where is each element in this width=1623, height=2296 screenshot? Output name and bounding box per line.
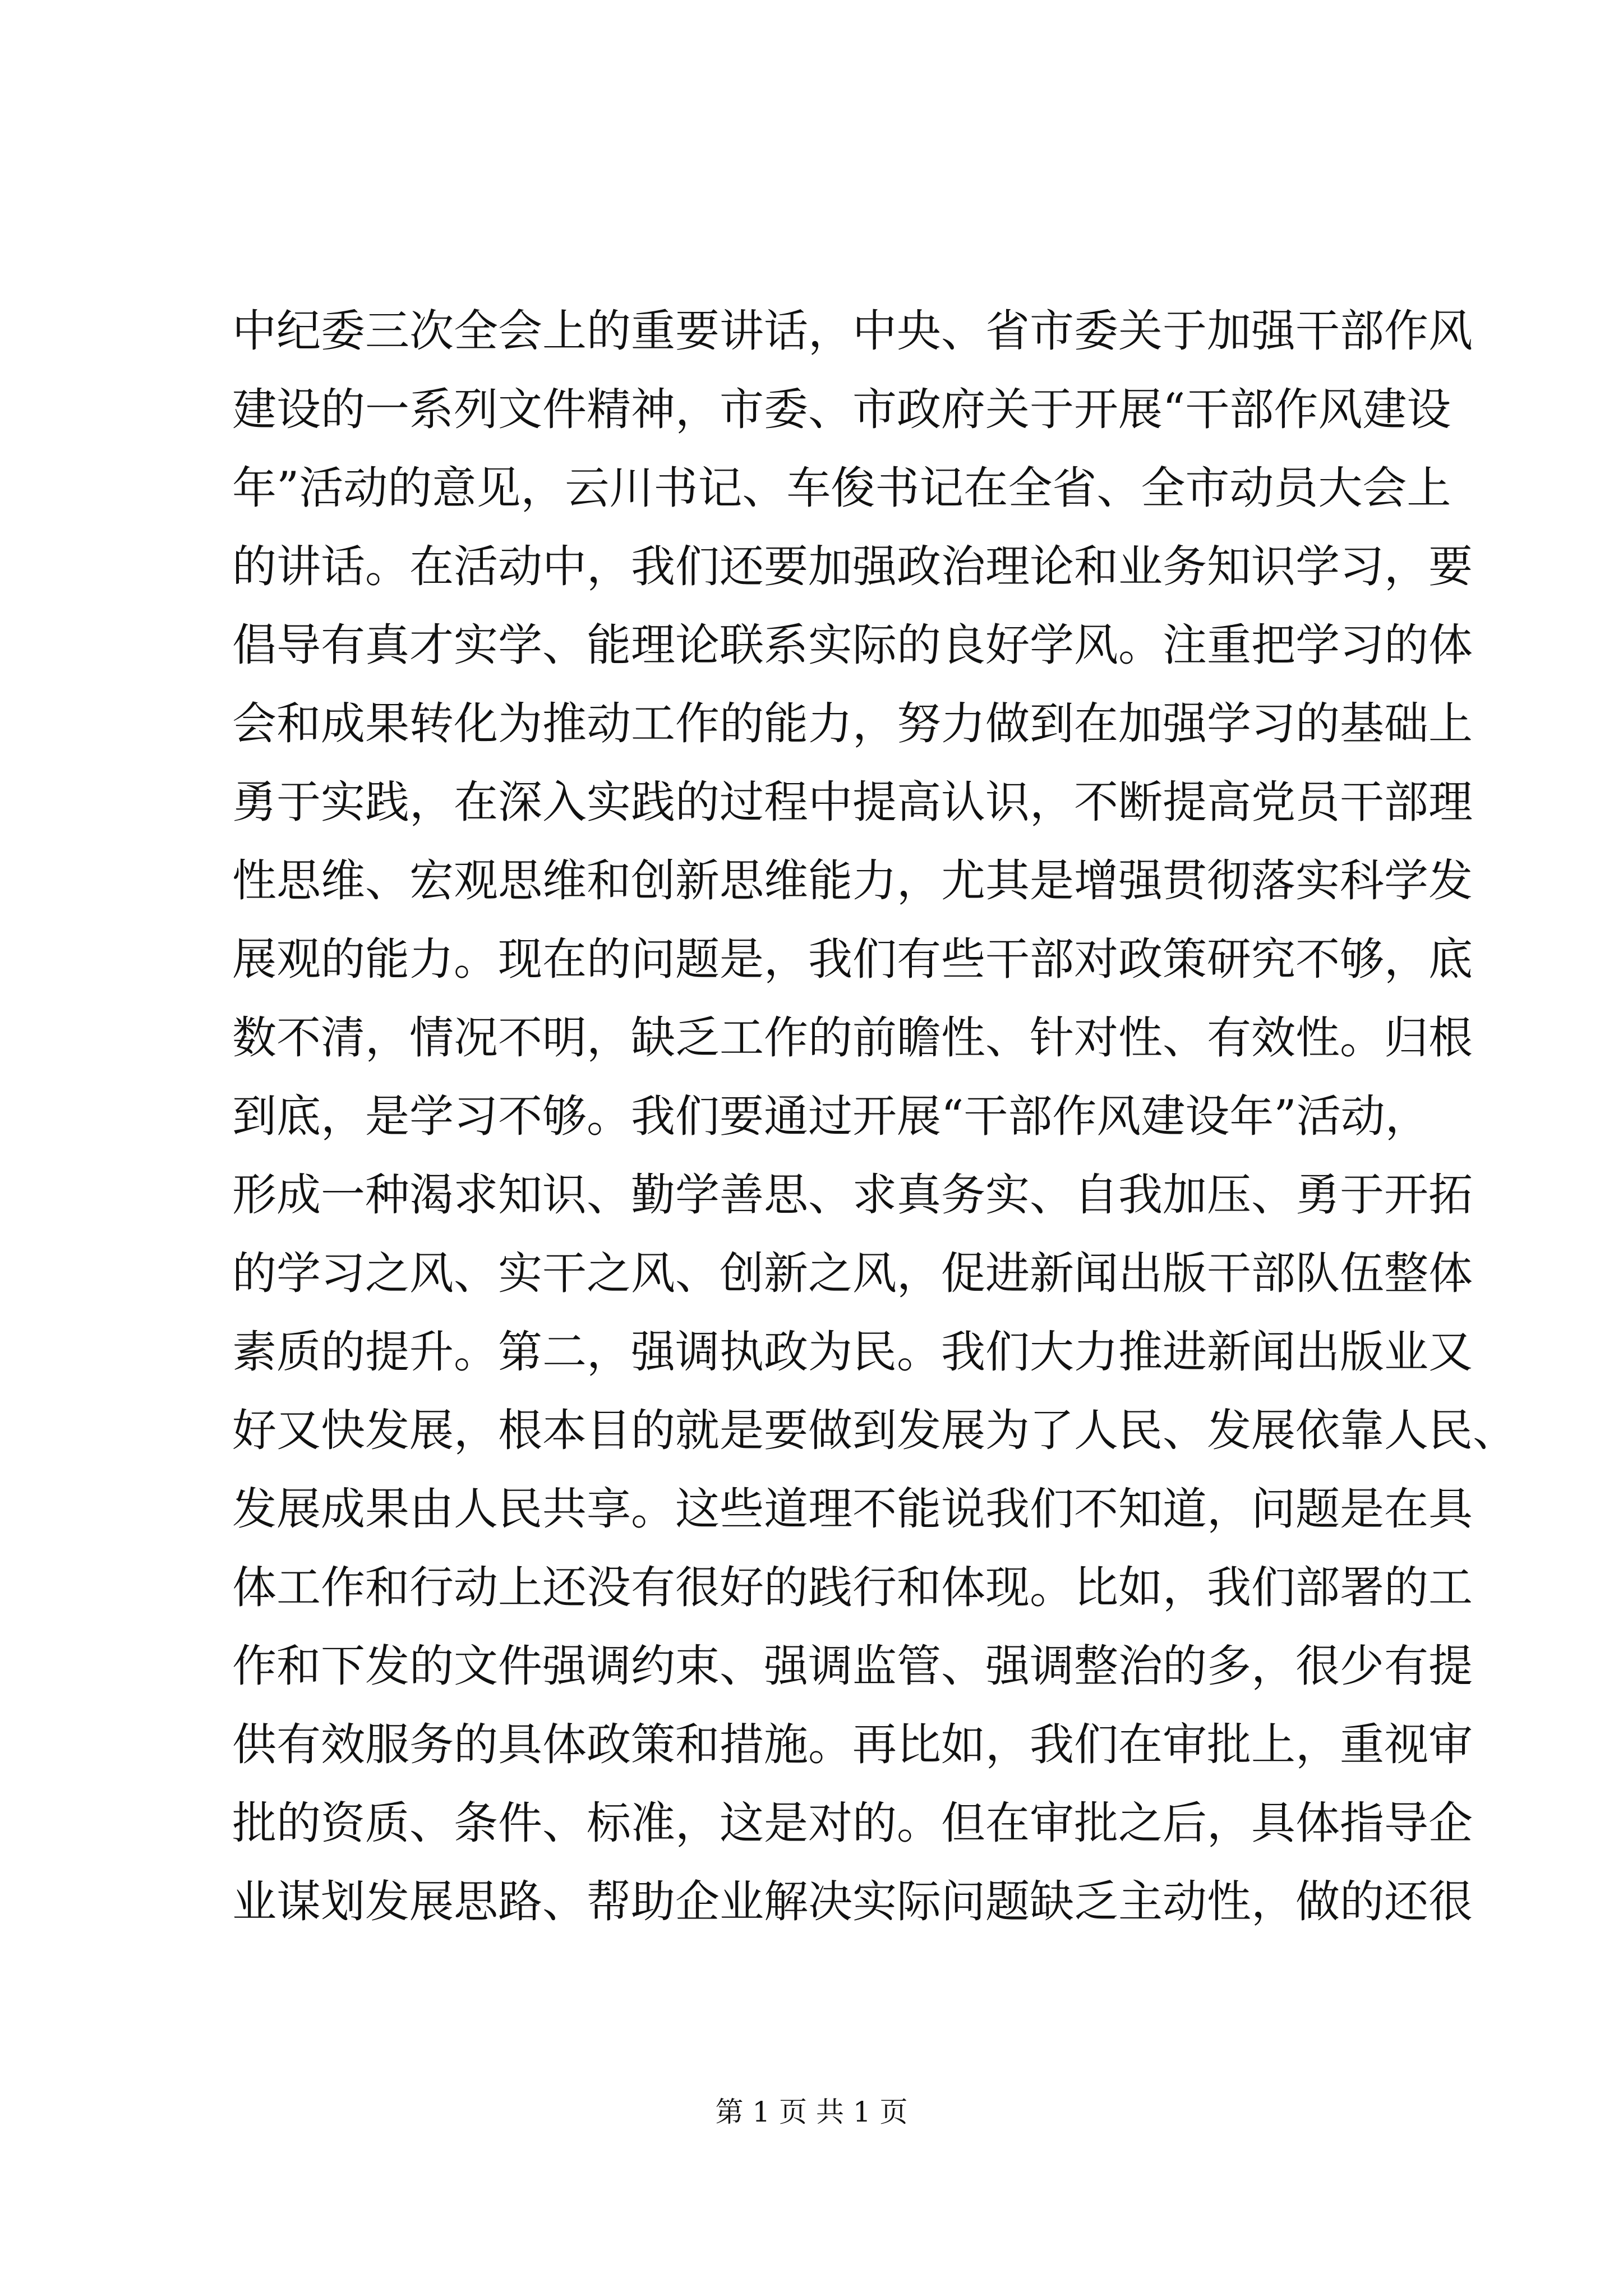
text-line: 的讲话。在活动中，我们还要加强政治理论和业务知识学习，要 — [232, 541, 1473, 592]
text-line: 批的资质、条件、标准，这是对的。但在审批之后，具体指导企 — [232, 1797, 1473, 1849]
text-line: 作和下发的文件强调约束、强调监管、强调整治的多，很少有提 — [232, 1640, 1473, 1692]
text-line: 到底，是学习不够。我们要通过开展“干部作风建设年”活动， — [232, 1091, 1430, 1142]
page-footer: 第 1 页 共 1 页 — [715, 2096, 908, 2128]
text-line: 形成一种渴求知识、勤学善思、求真务实、自我加压、勇于开拓 — [232, 1169, 1473, 1221]
text-line: 的学习之风、实干之风、创新之风，促进新闻出版干部队伍整体 — [232, 1248, 1473, 1299]
text-line: 好又快发展，根本目的就是要做到发展为了人民、发展依靠人民、 — [232, 1405, 1517, 1456]
text-line: 建设的一系列文件精神，市委、市政府关于开展“干部作风建设 — [232, 384, 1451, 435]
body-text — [232, 292, 1517, 1941]
text-line: 倡导有真才实学、能理论联系实际的良好学风。注重把学习的体 — [232, 619, 1473, 671]
text-line: 勇于实践，在深入实践的过程中提高认识，不断提高党员干部理 — [232, 776, 1473, 828]
text-line: 素质的提升。第二，强调执政为民。我们大力推进新闻出版业又 — [232, 1326, 1473, 1378]
text-line: 供有效服务的具体政策和措施。再比如，我们在审批上，重视审 — [232, 1719, 1473, 1770]
text-line: 会和成果转化为推动工作的能力，努力做到在加强学习的基础上 — [232, 698, 1473, 749]
text-line: 中纪委三次全会上的重要讲话，中央、省市委关于加强干部作风 — [232, 305, 1473, 357]
text-line: 年”活动的意见，云川书记、车俊书记在全省、全市动员大会上 — [232, 462, 1451, 514]
text-line: 性思维、宏观思维和创新思维能力，尤其是增强贯彻落实科学发 — [232, 855, 1473, 907]
text-line: 展观的能力。现在的问题是，我们有些干部对政策研究不够，底 — [232, 933, 1473, 985]
text-line: 数不清，情况不明，缺乏工作的前瞻性、针对性、有效性。归根 — [232, 1012, 1473, 1064]
text-line: 体工作和行动上还没有很好的践行和体现。比如，我们部署的工 — [232, 1562, 1473, 1613]
text-line: 业谋划发展思路、帮助企业解决实际问题缺乏主动性，做的还很 — [232, 1876, 1473, 1927]
text-line: 发展成果由人民共享。这些道理不能说我们不知道，问题是在具 — [232, 1483, 1473, 1535]
